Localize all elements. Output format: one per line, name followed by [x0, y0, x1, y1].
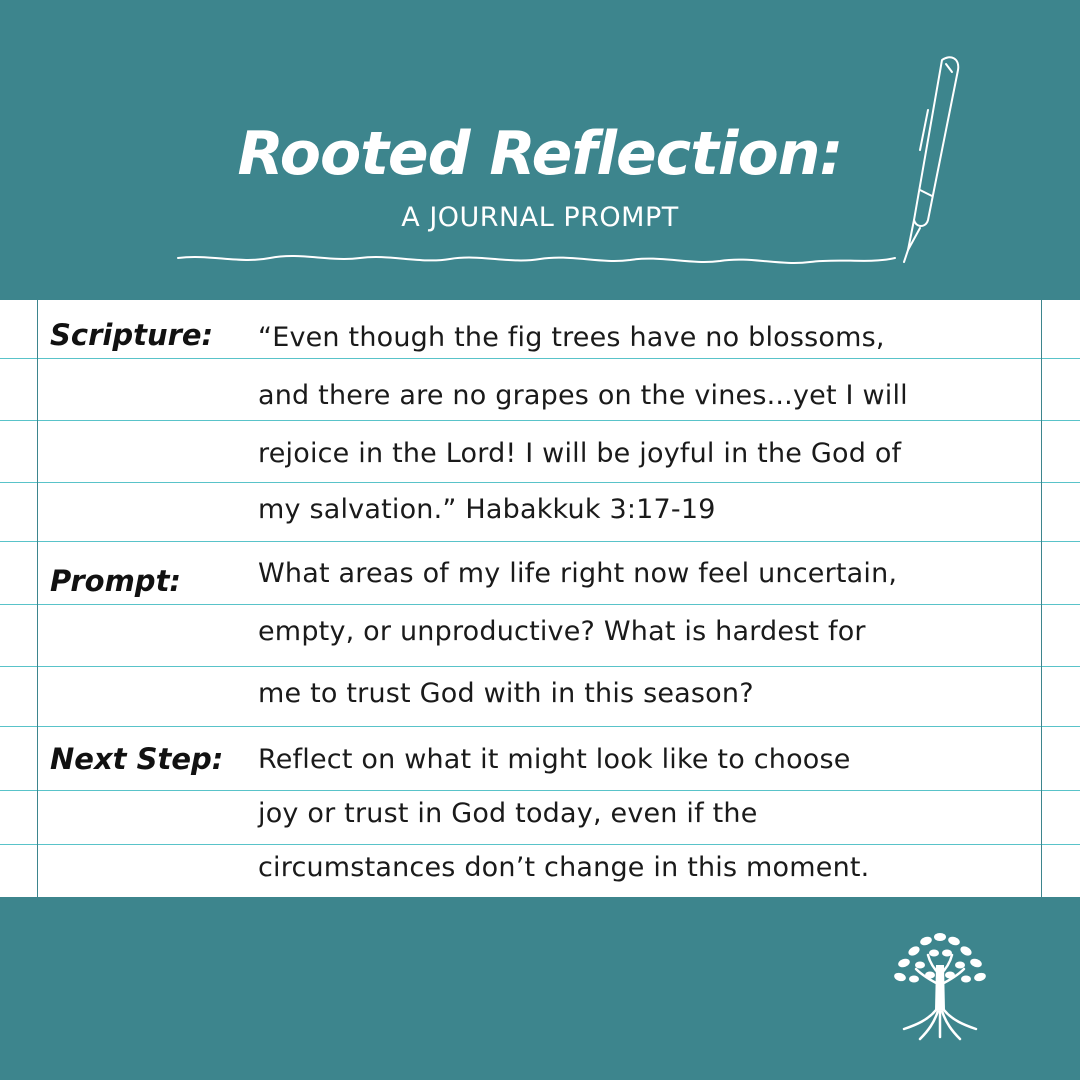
next-step-line: Reflect on what it might look like to choose — [258, 744, 851, 775]
journal-paper — [0, 300, 1080, 897]
tree-logo-icon — [890, 925, 990, 1045]
ruled-line — [0, 482, 1080, 483]
ruled-line — [0, 666, 1080, 667]
ruled-line — [0, 790, 1080, 791]
ruled-line — [0, 604, 1080, 605]
prompt-line: empty, or unproductive? What is hardest for — [258, 616, 866, 647]
scripture-line: rejoice in the Lord! I will be joyful in the God of — [258, 438, 902, 469]
right-margin-line — [1041, 300, 1042, 897]
scripture-line: my salvation.” Habakkuk 3:17-19 — [258, 494, 716, 525]
left-margin-line — [37, 300, 38, 897]
ruled-line — [0, 726, 1080, 727]
scripture-line: “Even though the fig trees have no blossoms, — [258, 322, 885, 353]
squiggle-decoration — [170, 240, 910, 280]
ruled-line — [0, 844, 1080, 845]
next-step-line: joy or trust in God today, even if the — [258, 798, 758, 829]
ruled-line — [0, 358, 1080, 359]
ruled-line — [0, 420, 1080, 421]
header-band — [0, 0, 1080, 300]
ruled-line — [0, 541, 1080, 542]
scripture-line: and there are no grapes on the vines...yet I will — [258, 380, 908, 411]
page-title: Rooted Reflection: — [237, 119, 843, 189]
prompt-line: me to trust God with in this season? — [258, 678, 754, 709]
next-step-label: Next Step: — [50, 742, 224, 776]
next-step-line: circumstances don’t change in this moment. — [258, 852, 870, 883]
prompt-line: What areas of my life right now feel uncertain, — [258, 558, 898, 589]
scripture-label: Scripture: — [50, 318, 214, 352]
page-subtitle: A JOURNAL PROMPT — [401, 202, 679, 233]
prompt-label: Prompt: — [50, 564, 182, 598]
